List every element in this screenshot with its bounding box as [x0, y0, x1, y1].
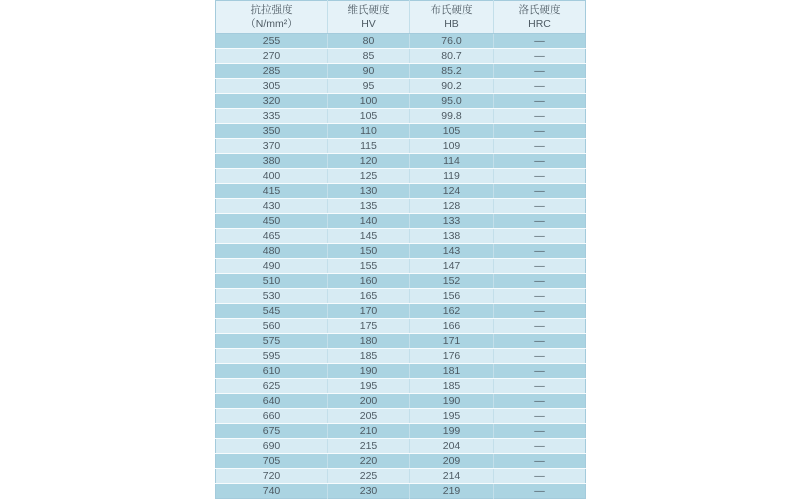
table-cell: —: [494, 379, 586, 394]
table-cell: 285: [216, 64, 328, 79]
table-cell: 195: [328, 379, 410, 394]
table-row: [216, 304, 586, 319]
table-cell: 480: [216, 244, 328, 259]
hardness-conversion-table: [215, 0, 586, 499]
table-cell: 80: [328, 34, 410, 49]
table-row: [216, 244, 586, 259]
table-cell: 180: [328, 334, 410, 349]
table-cell: 305: [216, 79, 328, 94]
table-row: [216, 109, 586, 124]
table-cell: 145: [328, 229, 410, 244]
hardness-table-container: [215, 0, 585, 499]
table-cell: 119: [410, 169, 494, 184]
table-cell: 465: [216, 229, 328, 244]
table-cell: —: [494, 484, 586, 499]
column-unit: HRC: [528, 18, 551, 30]
table-cell: —: [494, 169, 586, 184]
column-title: 维氏硬度: [347, 4, 390, 16]
table-cell: —: [494, 364, 586, 379]
table-cell: 124: [410, 184, 494, 199]
table-cell: 230: [328, 484, 410, 499]
table-cell: 109: [410, 139, 494, 154]
table-cell: 400: [216, 169, 328, 184]
table-cell: 76.0: [410, 34, 494, 49]
table-cell: —: [494, 424, 586, 439]
column-header-rockwell-hrc: [494, 1, 586, 34]
table-cell: 143: [410, 244, 494, 259]
table-cell: 80.7: [410, 49, 494, 64]
table-cell: 215: [328, 439, 410, 454]
table-cell: —: [494, 319, 586, 334]
table-cell: 150: [328, 244, 410, 259]
table-cell: 595: [216, 349, 328, 364]
table-cell: —: [494, 64, 586, 79]
table-cell: 135: [328, 199, 410, 214]
table-row: [216, 49, 586, 64]
table-cell: 171: [410, 334, 494, 349]
table-cell: 114: [410, 154, 494, 169]
table-cell: 380: [216, 154, 328, 169]
table-cell: 320: [216, 94, 328, 109]
table-cell: 105: [328, 109, 410, 124]
table-cell: —: [494, 229, 586, 244]
table-cell: 175: [328, 319, 410, 334]
table-cell: —: [494, 334, 586, 349]
table-cell: 660: [216, 409, 328, 424]
table-cell: 120: [328, 154, 410, 169]
table-cell: 200: [328, 394, 410, 409]
table-cell: 99.8: [410, 109, 494, 124]
table-cell: 95.0: [410, 94, 494, 109]
table-cell: 510: [216, 274, 328, 289]
table-cell: 610: [216, 364, 328, 379]
table-cell: —: [494, 469, 586, 484]
table-row: [216, 274, 586, 289]
table-cell: 430: [216, 199, 328, 214]
column-header-vickers-hv: [328, 1, 410, 34]
table-cell: 140: [328, 214, 410, 229]
table-cell: 125: [328, 169, 410, 184]
table-cell: 209: [410, 454, 494, 469]
table-row: [216, 214, 586, 229]
table-cell: —: [494, 454, 586, 469]
table-row: [216, 154, 586, 169]
table-cell: —: [494, 259, 586, 274]
table-cell: 545: [216, 304, 328, 319]
table-cell: 640: [216, 394, 328, 409]
table-cell: 575: [216, 334, 328, 349]
table-cell: 195: [410, 409, 494, 424]
table-cell: —: [494, 94, 586, 109]
table-row: [216, 424, 586, 439]
table-cell: 370: [216, 139, 328, 154]
column-title: 布氏硬度: [430, 4, 473, 16]
table-row: [216, 169, 586, 184]
table-cell: 625: [216, 379, 328, 394]
table-cell: 490: [216, 259, 328, 274]
column-unit: HB: [444, 18, 459, 30]
table-cell: —: [494, 109, 586, 124]
table-cell: 214: [410, 469, 494, 484]
table-cell: 690: [216, 439, 328, 454]
table-cell: —: [494, 409, 586, 424]
table-cell: 740: [216, 484, 328, 499]
table-cell: 335: [216, 109, 328, 124]
table-cell: —: [494, 439, 586, 454]
table-cell: 220: [328, 454, 410, 469]
table-row: [216, 139, 586, 154]
table-cell: 270: [216, 49, 328, 64]
table-cell: 110: [328, 124, 410, 139]
table-cell: 147: [410, 259, 494, 274]
table-cell: 115: [328, 139, 410, 154]
table-row: [216, 259, 586, 274]
table-row: [216, 199, 586, 214]
column-header-tensile-strength: [216, 1, 328, 34]
table-row: [216, 349, 586, 364]
table-cell: 185: [410, 379, 494, 394]
table-row: [216, 319, 586, 334]
table-row: [216, 79, 586, 94]
table-cell: —: [494, 154, 586, 169]
table-cell: 162: [410, 304, 494, 319]
table-row: [216, 379, 586, 394]
table-cell: 85.2: [410, 64, 494, 79]
table-cell: 165: [328, 289, 410, 304]
table-row: [216, 364, 586, 379]
table-cell: 181: [410, 364, 494, 379]
table-cell: 450: [216, 214, 328, 229]
table-cell: —: [494, 244, 586, 259]
table-row: [216, 124, 586, 139]
table-cell: 170: [328, 304, 410, 319]
table-cell: —: [494, 34, 586, 49]
column-title: 抗拉强度: [250, 4, 293, 16]
table-header: [216, 1, 586, 34]
header-row: [216, 1, 586, 34]
table-row: [216, 289, 586, 304]
table-cell: 705: [216, 454, 328, 469]
table-cell: —: [494, 214, 586, 229]
table-cell: —: [494, 184, 586, 199]
column-header-brinell-hb: [410, 1, 494, 34]
table-body: [216, 34, 586, 499]
table-row: [216, 409, 586, 424]
table-row: [216, 229, 586, 244]
column-unit: （N/mm²）: [245, 18, 298, 30]
table-cell: 176: [410, 349, 494, 364]
table-cell: —: [494, 124, 586, 139]
column-unit: HV: [361, 18, 376, 30]
table-cell: 199: [410, 424, 494, 439]
table-cell: 190: [328, 364, 410, 379]
table-cell: —: [494, 49, 586, 64]
table-cell: 130: [328, 184, 410, 199]
table-row: [216, 454, 586, 469]
table-cell: 720: [216, 469, 328, 484]
table-cell: 255: [216, 34, 328, 49]
table-row: [216, 34, 586, 49]
table-cell: 210: [328, 424, 410, 439]
table-cell: 415: [216, 184, 328, 199]
table-cell: 205: [328, 409, 410, 424]
table-cell: —: [494, 304, 586, 319]
table-row: [216, 439, 586, 454]
table-cell: 190: [410, 394, 494, 409]
table-cell: —: [494, 289, 586, 304]
table-cell: 100: [328, 94, 410, 109]
table-cell: 133: [410, 214, 494, 229]
table-cell: 185: [328, 349, 410, 364]
table-cell: 95: [328, 79, 410, 94]
table-row: [216, 334, 586, 349]
table-cell: 204: [410, 439, 494, 454]
table-row: [216, 94, 586, 109]
table-cell: 225: [328, 469, 410, 484]
table-cell: 156: [410, 289, 494, 304]
column-title: 洛氏硬度: [518, 4, 561, 16]
table-cell: —: [494, 199, 586, 214]
table-cell: —: [494, 79, 586, 94]
table-row: [216, 484, 586, 499]
table-cell: 90.2: [410, 79, 494, 94]
table-cell: 128: [410, 199, 494, 214]
table-cell: 675: [216, 424, 328, 439]
table-cell: 152: [410, 274, 494, 289]
table-cell: 350: [216, 124, 328, 139]
table-cell: 160: [328, 274, 410, 289]
table-cell: 530: [216, 289, 328, 304]
table-cell: 138: [410, 229, 494, 244]
table-row: [216, 469, 586, 484]
table-cell: —: [494, 394, 586, 409]
table-cell: —: [494, 349, 586, 364]
table-cell: 155: [328, 259, 410, 274]
table-cell: 166: [410, 319, 494, 334]
table-row: [216, 394, 586, 409]
table-row: [216, 184, 586, 199]
table-row: [216, 64, 586, 79]
table-cell: —: [494, 139, 586, 154]
table-cell: 105: [410, 124, 494, 139]
table-cell: 560: [216, 319, 328, 334]
table-cell: 90: [328, 64, 410, 79]
table-cell: —: [494, 274, 586, 289]
table-cell: 219: [410, 484, 494, 499]
table-cell: 85: [328, 49, 410, 64]
